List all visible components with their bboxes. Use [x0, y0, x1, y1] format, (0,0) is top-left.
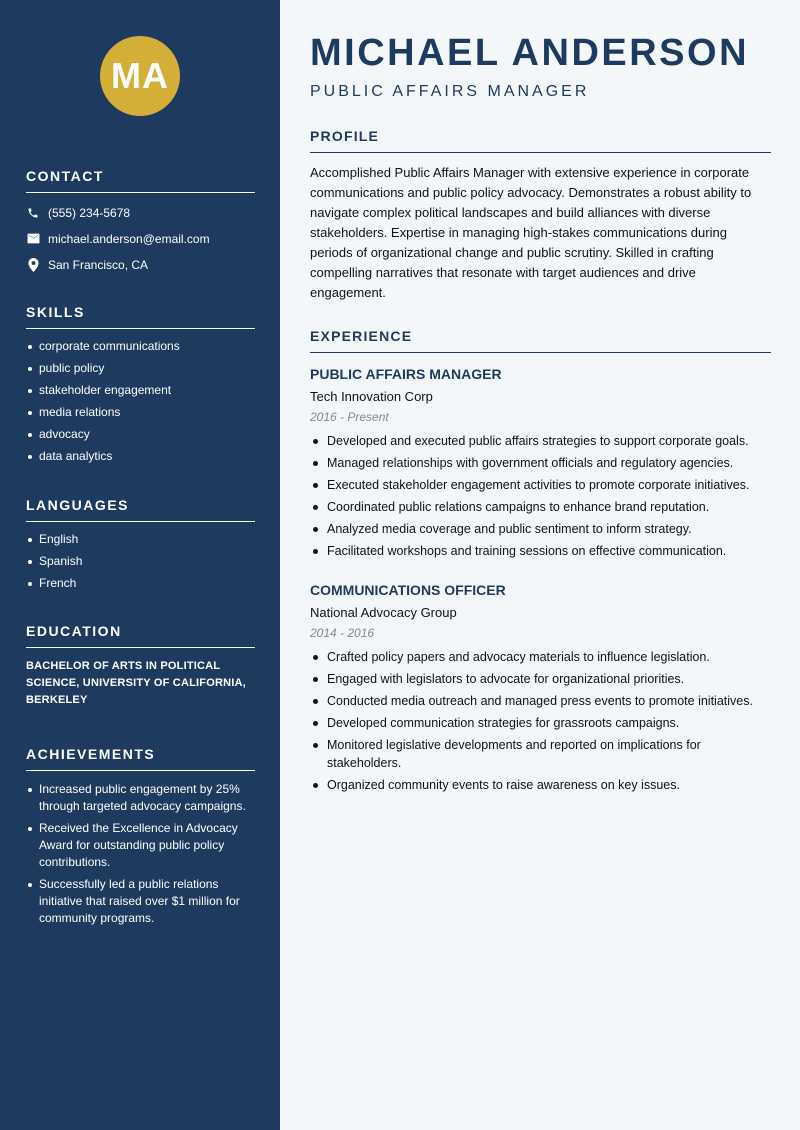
- job-title: COMMUNICATIONS OFFICER: [310, 582, 506, 598]
- job-bullet: Developed communication strategies for grassroots campaigns.: [310, 714, 771, 732]
- job-dates: 2014 - 2016: [310, 626, 375, 640]
- location-pin-icon: [26, 258, 40, 272]
- skill-item: corporate communications: [26, 339, 255, 354]
- email-text: michael.anderson@email.com: [48, 231, 210, 246]
- education-heading: EDUCATION: [26, 623, 255, 648]
- email-icon: [26, 232, 40, 246]
- job-bullet: Conducted media outreach and managed press events to promote initiatives.: [310, 692, 771, 710]
- candidate-name: MICHAEL ANDERSON: [310, 32, 750, 74]
- job-dates: 2016 - Present: [310, 410, 389, 424]
- contact-location: [26, 257, 255, 272]
- achievement-item: Successfully led a public relations initiative that raised over $1 million for community programs.: [26, 876, 255, 927]
- job-bullets: [310, 432, 771, 560]
- job-entry: [310, 582, 771, 798]
- education-degree: BACHELOR OF ARTS IN POLITICAL SCIENCE, UNIVERSITY OF CALIFORNIA, BERKELEY: [26, 660, 246, 706]
- achievements-heading: ACHIEVEMENTS: [26, 746, 255, 771]
- skill-item: advocacy: [26, 427, 255, 442]
- achievement-item: Increased public engagement by 25% through targeted advocacy campaigns.: [26, 781, 255, 815]
- achievements-list: [26, 781, 255, 927]
- job-bullet: Facilitated workshops and training sessions on effective communication.: [310, 542, 771, 560]
- job-company: National Advocacy Group: [310, 605, 457, 620]
- contact-email: [26, 231, 255, 246]
- job-bullet: Coordinated public relations campaigns to enhance brand reputation.: [310, 498, 771, 516]
- job-entry: [310, 366, 771, 564]
- languages-heading: LANGUAGES: [26, 497, 255, 522]
- profile-section: [310, 128, 771, 303]
- contact-phone: [26, 205, 255, 220]
- languages-section: [26, 497, 255, 598]
- experience-section: [310, 328, 771, 353]
- job-bullet: Analyzed media coverage and public sentiment to inform strategy.: [310, 520, 771, 538]
- language-item: French: [26, 576, 255, 591]
- contact-heading: CONTACT: [26, 168, 255, 193]
- job-bullet: Managed relationships with government officials and regulatory agencies.: [310, 454, 771, 472]
- location-text: San Francisco, CA: [48, 257, 149, 272]
- achievement-item: Received the Excellence in Advocacy Award for outstanding public policy contributions.: [26, 820, 255, 871]
- language-item: Spanish: [26, 554, 255, 569]
- skills-heading: SKILLS: [26, 304, 255, 329]
- job-bullet: Crafted policy papers and advocacy materials to influence legislation.: [310, 648, 771, 666]
- job-bullet: Organized community events to raise awareness on key issues.: [310, 776, 771, 794]
- job-bullet: Developed and executed public affairs strategies to support corporate goals.: [310, 432, 771, 450]
- job-title: PUBLIC AFFAIRS MANAGER: [310, 366, 502, 382]
- job-bullet: Monitored legislative developments and reported on implications for stakeholders.: [310, 736, 771, 772]
- language-item: English: [26, 532, 255, 547]
- skills-list: [26, 339, 255, 464]
- education-section: [26, 623, 255, 709]
- skill-item: data analytics: [26, 449, 255, 464]
- achievements-section: [26, 746, 255, 932]
- skill-item: public policy: [26, 361, 255, 376]
- skills-section: [26, 304, 255, 471]
- profile-heading: PROFILE: [310, 128, 771, 153]
- avatar-initials: MA: [100, 36, 180, 116]
- skill-item: stakeholder engagement: [26, 383, 255, 398]
- sidebar: [0, 0, 280, 1130]
- job-bullets: [310, 648, 771, 794]
- job-bullet: Engaged with legislators to advocate for organizational priorities.: [310, 670, 771, 688]
- job-company: Tech Innovation Corp: [310, 389, 433, 404]
- experience-heading: EXPERIENCE: [310, 328, 771, 353]
- contact-section: [26, 168, 255, 272]
- phone-text: (555) 234-5678: [48, 205, 131, 220]
- phone-icon: [26, 206, 40, 220]
- candidate-title: PUBLIC AFFAIRS MANAGER: [310, 83, 590, 100]
- job-bullet: Executed stakeholder engagement activities to promote corporate initiatives.: [310, 476, 771, 494]
- skill-item: media relations: [26, 405, 255, 420]
- languages-list: [26, 532, 255, 591]
- profile-text: Accomplished Public Affairs Manager with extensive experience in corporate communications and public policy advocacy. Demonstrates a robust ability to navigate complex political landscapes and build alliances with diverse stakeholders. Expertise in managing high-stakes communications during periods of organizational change and public scrutiny. Skilled in crafting compelling narratives that resonate with target audiences and drive engagement.: [310, 165, 752, 300]
